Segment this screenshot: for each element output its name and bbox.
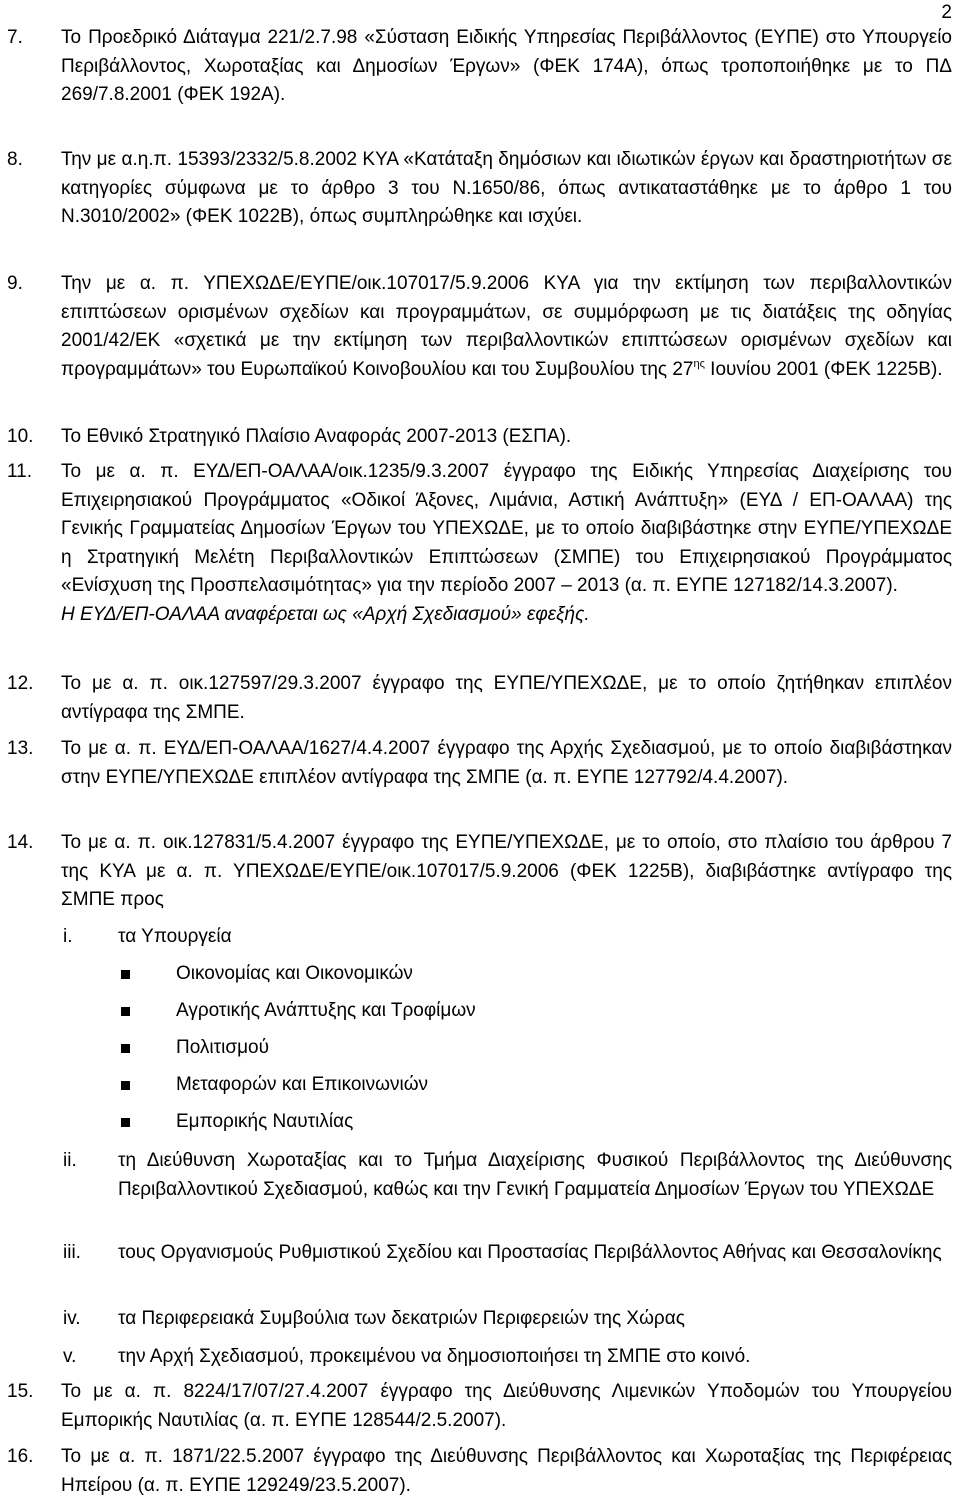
square-bullet-icon <box>121 1118 130 1127</box>
sub-item-text: τα Περιφερειακά Συμβούλια των δεκατριών Περιφερειών της Χώρας <box>118 1308 685 1329</box>
item-text: Το Εθνικό Στρατηγικό Πλαίσιο Αναφοράς 2007-2013 (ΕΣΠΑ). <box>61 426 572 447</box>
italic-note: Η ΕΥΔ/ΕΠ-ΟΑΛΑΑ αναφέρεται ως «Αρχή Σχεδιασμού» εφεξής. <box>61 603 590 625</box>
sub-list-item <box>0 923 952 952</box>
bullet-text: Εμπορικής Ναυτιλίας <box>176 1111 354 1132</box>
item-text <box>61 458 952 629</box>
item-number: 10. <box>7 426 34 447</box>
item-number: 14. <box>7 832 34 853</box>
bullet-text: Μεταφορών και Επικοινωνιών <box>176 1074 429 1095</box>
sub-item-text: την Αρχή Σχεδιασμού, προκειμένου να δημοσιοποιήσει τη ΣΜΠΕ στο κοινό. <box>118 1346 751 1367</box>
item-number: 15. <box>7 1381 34 1402</box>
bullet-item <box>0 1108 952 1137</box>
sub-item-text: τους Οργανισμούς Ρυθμιστικού Σχεδίου και Προστασίας Περιβάλλοντος Αθήνας και Θεσσαλονίκης <box>118 1242 942 1263</box>
list-item <box>0 1378 952 1435</box>
list-item <box>0 1443 952 1500</box>
ordinal-suffix: ης <box>693 357 705 370</box>
list-item <box>0 270 952 384</box>
item-text: Το με α. π. οικ.127597/29.3.2007 έγγραφο της ΕΥΠΕ/ΥΠΕΧΩΔΕ, με το οποίο ζητήθηκαν επιπλέον αντίγραφα της ΣΜΠΕ. <box>61 673 952 723</box>
item-text: Την με α.η.π. 15393/2332/5.8.2002 ΚΥΑ «Κατάταξη δημόσιων και ιδιωτικών έργων και δραστηριοτήτων σε κατηγορίες σύμφωνα με το άρθρο 3 του Ν.1650/86, όπως αντικαταστάθηκε με το άρθρο 1 του Ν.3010/2002» (ΦΕΚ 1022Β), όπως συμπληρώθηκε και ισχύει. <box>61 149 952 227</box>
item-text: Το με α. π. 1871/22.5.2007 έγγραφο της Διεύθυνσης Περιβάλλοντος και Χωροταξίας της Περιφέρειας Ηπείρου (α. π. ΕΥΠΕ 129249/23.5.2007). <box>61 1446 952 1496</box>
square-bullet-icon <box>121 970 130 979</box>
square-bullet-icon <box>121 1044 130 1053</box>
sub-item-number: iv. <box>63 1308 81 1329</box>
bullet-item <box>0 997 952 1026</box>
list-item <box>0 829 952 915</box>
sub-list-item <box>0 1343 952 1372</box>
bullet-text: Οικονομίας και Οικονομικών <box>176 963 413 984</box>
item-number: 8. <box>7 149 23 170</box>
item-number: 13. <box>7 738 34 759</box>
item-text: Το με α. π. οικ.127831/5.4.2007 έγγραφο της ΕΥΠΕ/ΥΠΕΧΩΔΕ, με το οποίο, στο πλαίσιο του άρθρου 7 της ΚΥΑ με α. π. ΥΠΕΧΩΔΕ/ΕΥΠΕ/οικ.107017/5.9.2006 (ΦΕΚ 1225Β), διαβιβάστηκε αντίγραφο της ΣΜΠΕ προς <box>61 832 952 910</box>
list-item <box>0 458 952 629</box>
bullet-item <box>0 1071 952 1100</box>
page-number: 2 <box>941 2 952 23</box>
bullet-text: Πολιτισμού <box>176 1037 270 1058</box>
sub-item-number: iii. <box>63 1242 81 1263</box>
square-bullet-icon <box>121 1007 130 1016</box>
list-item <box>0 735 952 792</box>
list-item <box>0 423 952 452</box>
sub-list-item <box>0 1305 952 1334</box>
list-item <box>0 24 952 110</box>
bullet-item <box>0 1034 952 1063</box>
item-number: 16. <box>7 1446 34 1467</box>
item-text <box>61 270 952 384</box>
item-number: 12. <box>7 673 34 694</box>
sub-list-item <box>0 1147 952 1204</box>
item-text: Το Προεδρικό Διάταγμα 221/2.7.98 «Σύσταση Ειδικής Υπηρεσίας Περιβάλλοντος (ΕΥΠΕ) στο Υπουργείο Περιβάλλοντος, Χωροταξίας και Δημοσίων Έργων» (ΦΕΚ 174Α), όπως τροποποιήθηκε με το ΠΔ 269/7.8.2001 (ΦΕΚ 192Α). <box>61 27 952 105</box>
item-number: 7. <box>7 27 23 48</box>
item-text: Το με α. π. 8224/17/07/27.4.2007 έγγραφο της Διεύθυνσης Λιμενικών Υποδομών του Υπουργείου Εμπορικής Ναυτιλίας (α. π. ΕΥΠΕ 128544/2.5.2007). <box>61 1381 952 1431</box>
item-text-part: Την με α. π. ΥΠΕΧΩΔΕ/ΕΥΠΕ/οικ.107017/5.9.2006 ΚΥΑ για την εκτίμηση των περιβαλλοντικών επιπτώσεων ορισμένων σχεδίων και προγραμμάτων, σε συμμόρφωση με τις διατάξεις της οδηγίας 2001/42/ΕΚ «σχετικά με την εκτίμηση των περιβαλλοντικών επιπτώσεων ορισμένων σχεδίων και προγραμμάτων» του Ευρωπαϊκού Κοινοβουλίου και του Συμβουλίου της 27 <box>61 273 952 380</box>
item-number: 11. <box>7 461 33 482</box>
bullet-item <box>0 960 952 989</box>
item-text: Το με α. π. ΕΥΔ/ΕΠ-ΟΑΛΑΑ/1627/4.4.2007 έγγραφο της Αρχής Σχεδιασμού, με το οποίο διαβιβάστηκαν στην ΕΥΠΕ/ΥΠΕΧΩΔΕ επιπλέον αντίγραφα της ΣΜΠΕ (α. π. ΕΥΠΕ 127792/4.4.2007). <box>61 738 952 788</box>
item-number: 9. <box>7 273 23 294</box>
square-bullet-icon <box>121 1081 130 1090</box>
list-item <box>0 670 952 727</box>
bullet-text: Αγροτικής Ανάπτυξης και Τροφίμων <box>176 1000 476 1021</box>
sub-item-number: v. <box>63 1346 77 1367</box>
sub-item-number: i. <box>63 926 73 947</box>
sub-list-item <box>0 1239 952 1268</box>
item-text-part: Το με α. π. ΕΥΔ/ΕΠ-ΟΑΛΑΑ/οικ.1235/9.3.2007 έγγραφο της Ειδικής Υπηρεσίας Διαχείρισης του Επιχειρησιακού Προγράμματος «Οδικοί Άξονες, Λιμάνια, Αστική Ανάπτυξη» (ΕΥΔ / ΕΠ-ΟΑΛΑΑ) της Γενικής Γραμματείας Δημοσίων Έργων του ΥΠΕΧΩΔΕ, με το οποίο διαβιβάστηκε στην ΕΥΠΕ/ΥΠΕΧΩΔΕ η Στρατηγική Μελέτη Περιβαλλοντικών Επιπτώσεων (ΣΜΠΕ) του Επιχειρησιακού Προγράμματος «Ενίσχυση της Προσπελασιμότητας» για την περίοδο 2007 – 2013 (α. π. ΕΥΠΕ 127182/14.3.2007). <box>61 461 952 596</box>
sub-item-text: τη Διεύθυνση Χωροταξίας και το Τμήμα Διαχείρισης Φυσικού Περιβάλλοντος της Διεύθυνσης Περιβαλλοντικού Σχεδιασμού, καθώς και την Γενική Γραμματεία Δημοσίων Έργων του ΥΠΕΧΩΔΕ <box>118 1150 952 1200</box>
sub-item-number: ii. <box>63 1150 77 1171</box>
item-text-part: Ιουνίου 2001 (ΦΕΚ 1225Β). <box>704 358 943 380</box>
list-item <box>0 146 952 232</box>
sub-item-text: τα Υπουργεία <box>118 926 232 947</box>
